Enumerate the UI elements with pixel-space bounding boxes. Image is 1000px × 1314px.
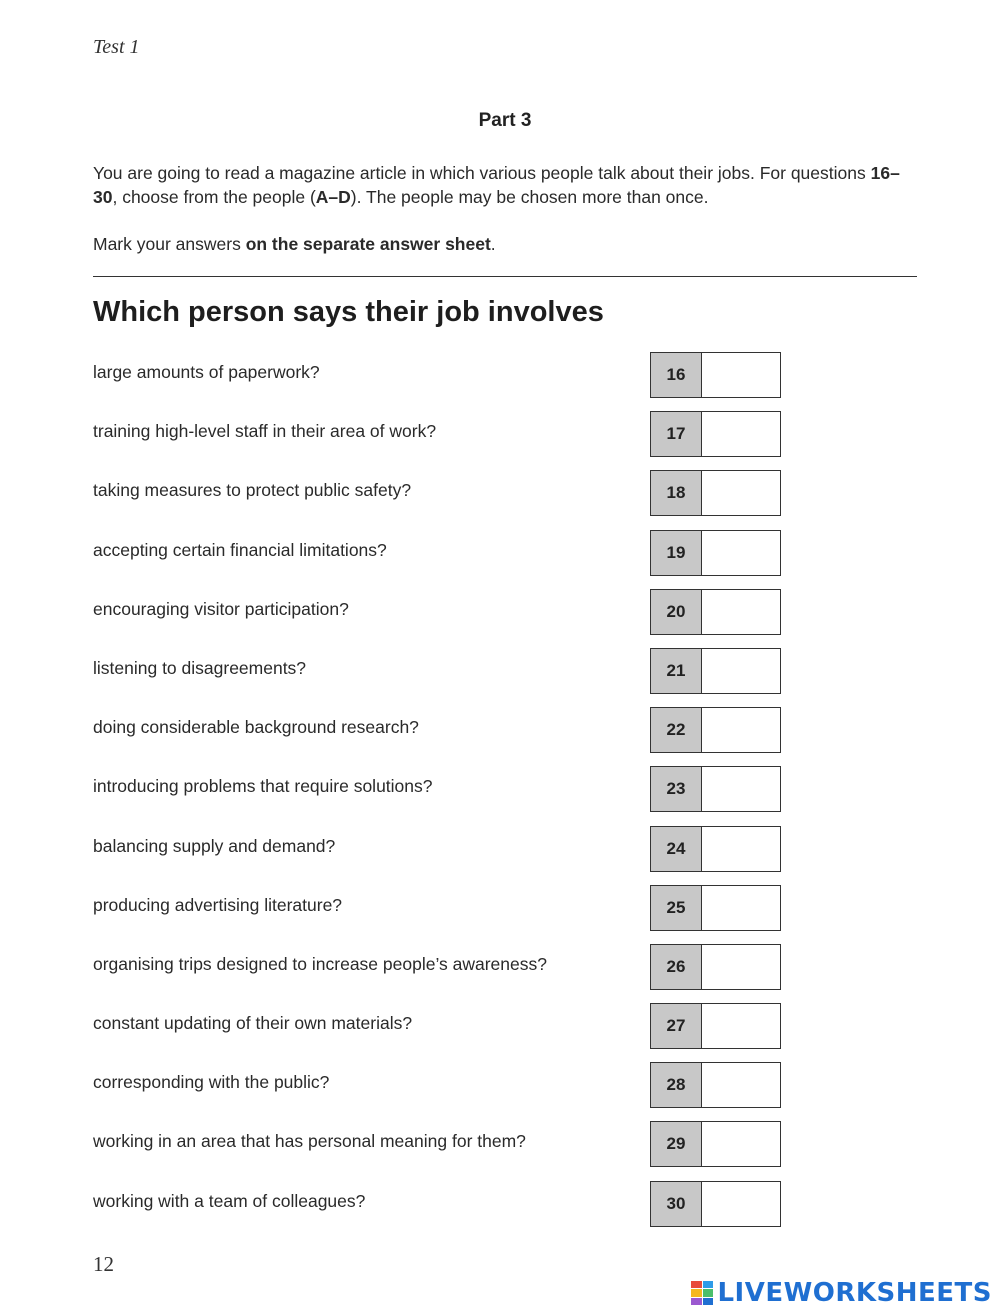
question-text: large amounts of paperwork? — [93, 362, 320, 382]
question-text: accepting certain financial limitations? — [93, 539, 387, 560]
answer-box — [650, 648, 781, 694]
answer-box — [650, 1003, 781, 1049]
question-row — [93, 528, 793, 587]
answer-box — [650, 530, 781, 576]
question-row — [93, 942, 793, 1001]
answer-box — [650, 470, 781, 516]
question-number: 21 — [651, 649, 702, 693]
question-number: 29 — [651, 1122, 702, 1166]
liveworksheets-logo-icon — [691, 1281, 713, 1305]
logo-tile — [691, 1281, 702, 1288]
question-row — [93, 764, 793, 823]
question-number: 23 — [651, 767, 702, 811]
question-text: constant updating of their own materials? — [93, 1013, 413, 1034]
question-row — [93, 824, 793, 883]
mark-answers-instruction — [93, 234, 496, 255]
question-text: corresponding with the public? — [93, 1072, 330, 1093]
question-row — [93, 705, 793, 764]
question-text: taking measures to protect public safety? — [93, 480, 412, 501]
answer-field[interactable] — [702, 531, 780, 575]
question-text: balancing supply and demand? — [93, 835, 336, 856]
question-text: organising trips designed to increase people’s awareness? — [93, 953, 547, 974]
answer-box — [650, 766, 781, 812]
question-text: working with a team of colleagues? — [93, 1190, 366, 1211]
question-number: 27 — [651, 1004, 702, 1048]
answer-box — [650, 707, 781, 753]
answer-field[interactable] — [702, 1063, 780, 1107]
question-number: 25 — [651, 886, 702, 930]
question-text: listening to disagreements? — [93, 657, 307, 678]
answer-field[interactable] — [702, 945, 780, 989]
question-row — [93, 883, 793, 942]
question-number: 20 — [651, 590, 702, 634]
question-row — [93, 409, 793, 468]
brand-watermark — [691, 1278, 992, 1308]
answer-box — [650, 1121, 781, 1167]
question-number: 22 — [651, 708, 702, 752]
answer-box — [650, 589, 781, 635]
question-text: producing advertising literature? — [93, 894, 343, 915]
question-row — [93, 1001, 793, 1060]
question-number: 30 — [651, 1182, 702, 1226]
logo-tile — [703, 1289, 714, 1296]
question-number: 24 — [651, 827, 702, 871]
answer-field[interactable] — [702, 1182, 780, 1226]
question-number: 17 — [651, 412, 702, 456]
question-number: 19 — [651, 531, 702, 575]
mark-suffix: . — [490, 234, 496, 254]
mark-prefix: Mark your answers — [93, 234, 246, 254]
question-text: encouraging visitor participation? — [93, 598, 349, 619]
answer-field[interactable] — [702, 353, 780, 397]
answer-box — [650, 1181, 781, 1227]
logo-tile — [691, 1289, 702, 1296]
instructions-mid: , choose from the people ( — [112, 187, 316, 207]
question-number: 26 — [651, 945, 702, 989]
instructions-intro: You are going to read a magazine article in which various people talk about their jobs. For questions — [93, 163, 871, 183]
instructions-paragraph — [93, 161, 923, 209]
question-list — [93, 350, 793, 1238]
part-title: Part 3 — [478, 110, 532, 131]
question-text: training high-level staff in their area of work? — [93, 421, 437, 442]
answer-field[interactable] — [702, 886, 780, 930]
answer-field[interactable] — [702, 827, 780, 871]
logo-tile — [703, 1281, 714, 1288]
question-number: 16 — [651, 353, 702, 397]
answer-field[interactable] — [702, 649, 780, 693]
section-divider — [93, 276, 917, 277]
answer-box — [650, 1062, 781, 1108]
answer-box — [650, 352, 781, 398]
question-heading: Which person says their job involves — [93, 296, 604, 328]
question-row — [93, 468, 793, 527]
running-head: Test 1 — [93, 36, 140, 58]
answer-field[interactable] — [702, 1004, 780, 1048]
answer-box — [650, 885, 781, 931]
question-number: 28 — [651, 1063, 702, 1107]
answer-field[interactable] — [702, 412, 780, 456]
answer-box — [650, 411, 781, 457]
question-row — [93, 350, 793, 409]
answer-field[interactable] — [702, 767, 780, 811]
question-row — [93, 1179, 793, 1238]
question-text: introducing problems that require solutions? — [93, 776, 433, 797]
brand-text: LIVEWORKSHEETS — [717, 1278, 992, 1308]
logo-tile — [703, 1298, 714, 1305]
answer-box — [650, 826, 781, 872]
logo-tile — [691, 1298, 702, 1305]
answer-box — [650, 944, 781, 990]
page-number: 12 — [93, 1252, 114, 1276]
question-text: working in an area that has personal meaning for them? — [93, 1131, 526, 1152]
people-range: A–D — [315, 187, 351, 207]
question-row — [93, 1119, 793, 1178]
question-range: 16–30 — [93, 163, 900, 207]
question-text: doing considerable background research? — [93, 717, 419, 738]
answer-field[interactable] — [702, 1122, 780, 1166]
mark-bold: on the separate answer sheet — [245, 234, 491, 254]
question-row — [93, 1060, 793, 1119]
question-row — [93, 587, 793, 646]
question-row — [93, 646, 793, 705]
answer-field[interactable] — [702, 590, 780, 634]
instructions-end: ). The people may be chosen more than once. — [350, 187, 709, 207]
answer-field[interactable] — [702, 708, 780, 752]
question-number: 18 — [651, 471, 702, 515]
answer-field[interactable] — [702, 471, 780, 515]
